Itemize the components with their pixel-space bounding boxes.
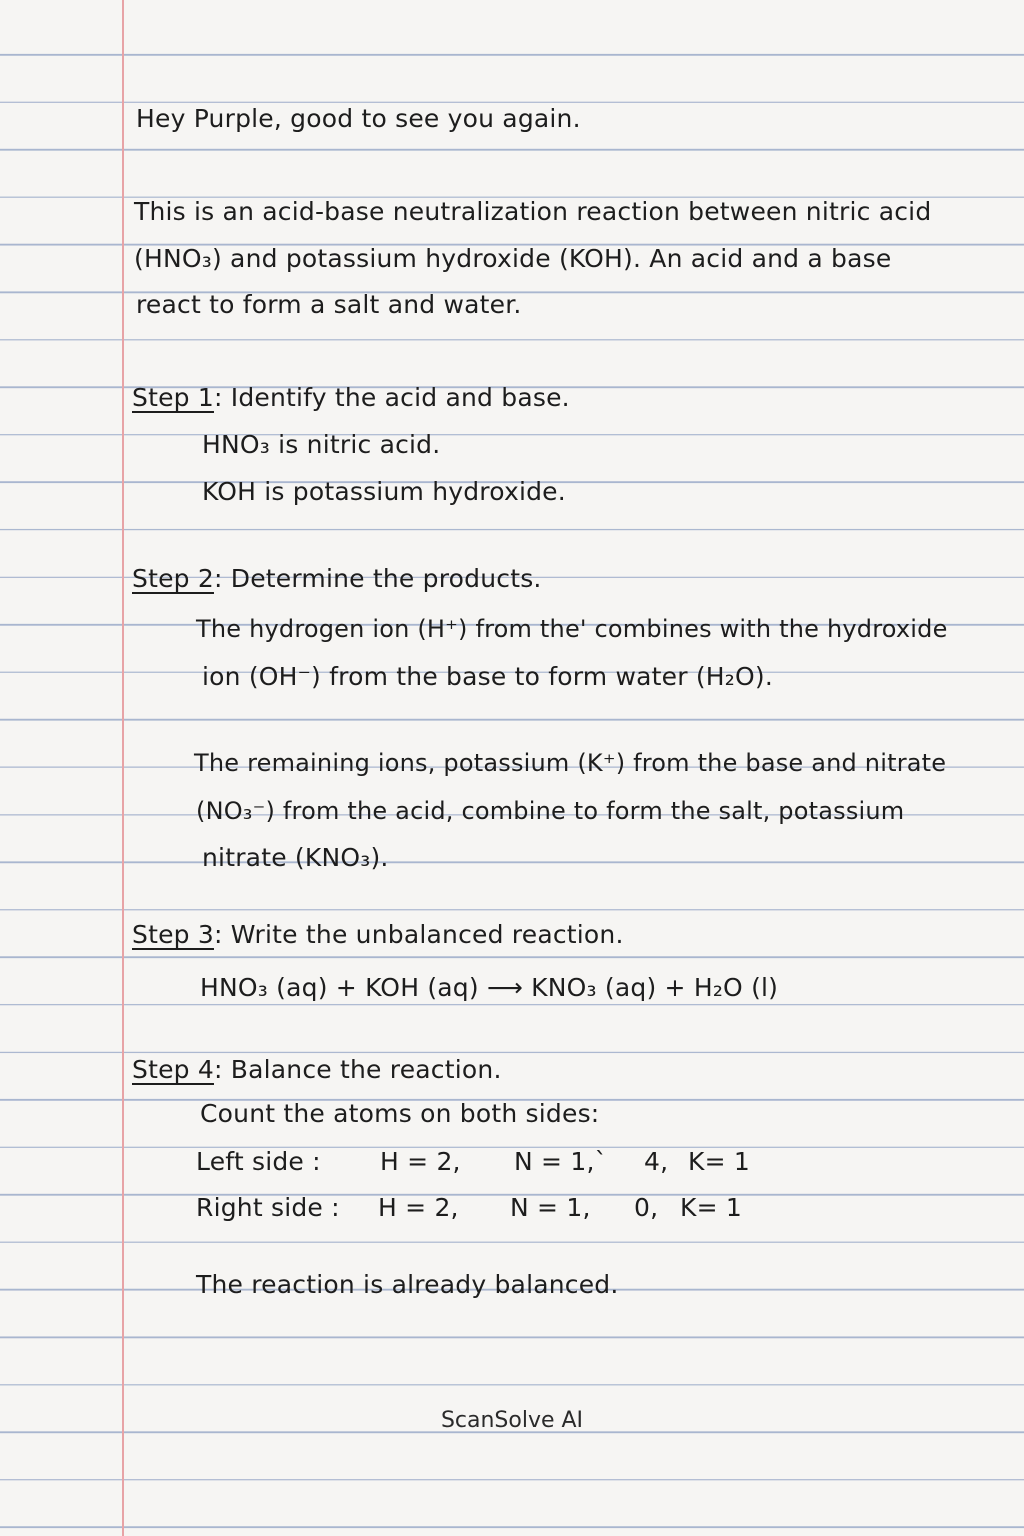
step3-label: Step 3 xyxy=(132,920,214,949)
step3-title: : Write the unbalanced reaction. xyxy=(213,920,624,949)
step2-para2-line-2: (NO₃⁻) from the acid, combine to form the salt, potassium xyxy=(196,797,905,825)
right-side-o: 0, xyxy=(634,1193,659,1222)
intro-line-1: This is an acid-base neutralization reaction between nitric acid xyxy=(134,197,932,226)
footer-brand: ScanSolve AI xyxy=(440,1408,584,1433)
step2-para2-line-1: The remaining ions, potassium (K⁺) from the base and nitrate xyxy=(194,749,947,777)
step2-label: Step 2 xyxy=(132,564,214,593)
step1-line-2: KOH is potassium hydroxide. xyxy=(202,477,566,506)
left-side-n: N = 1,` xyxy=(514,1147,608,1176)
left-side-o: 4, xyxy=(644,1147,669,1176)
step1-heading xyxy=(132,383,570,412)
right-side-h: H = 2, xyxy=(378,1193,459,1222)
step1-title: : Identify the acid and base. xyxy=(213,383,570,412)
step3-equation: HNO₃ (aq) + KOH (aq) ⟶ KNO₃ (aq) + H₂O (l) xyxy=(200,973,779,1002)
right-side-label: Right side : xyxy=(196,1193,340,1222)
step4-conclusion: The reaction is already balanced. xyxy=(196,1270,619,1299)
step1-line-1: HNO₃ is nitric acid. xyxy=(202,430,441,459)
step4-count-title: Count the atoms on both sides: xyxy=(200,1099,600,1128)
step1-label: Step 1 xyxy=(132,383,214,412)
left-side-label: Left side : xyxy=(196,1147,321,1176)
step4-title: : Balance the reaction. xyxy=(213,1055,502,1084)
intro-line-2: (HNO₃) and potassium hydroxide (KOH). An acid and a base xyxy=(134,244,892,273)
right-side-k: K= 1 xyxy=(680,1193,742,1222)
left-side-k: K= 1 xyxy=(688,1147,750,1176)
step2-heading xyxy=(132,564,542,593)
step2-para1-line-1: The hydrogen ion (H⁺) from the' combines with the hydroxide xyxy=(196,615,948,643)
step3-heading xyxy=(132,920,624,949)
greeting-text: Hey Purple, good to see you again. xyxy=(136,104,581,133)
step4-heading xyxy=(132,1055,502,1084)
step2-para2-line-3: nitrate (KNO₃). xyxy=(202,843,389,872)
step2-para1-line-2: ion (OH⁻) from the base to form water (H₂O). xyxy=(202,662,774,691)
left-side-h: H = 2, xyxy=(380,1147,461,1176)
margin-line xyxy=(122,0,124,1536)
step4-label: Step 4 xyxy=(132,1055,214,1084)
step2-title: : Determine the products. xyxy=(213,564,542,593)
right-side-n: N = 1, xyxy=(510,1193,591,1222)
intro-line-3: react to form a salt and water. xyxy=(136,290,522,319)
